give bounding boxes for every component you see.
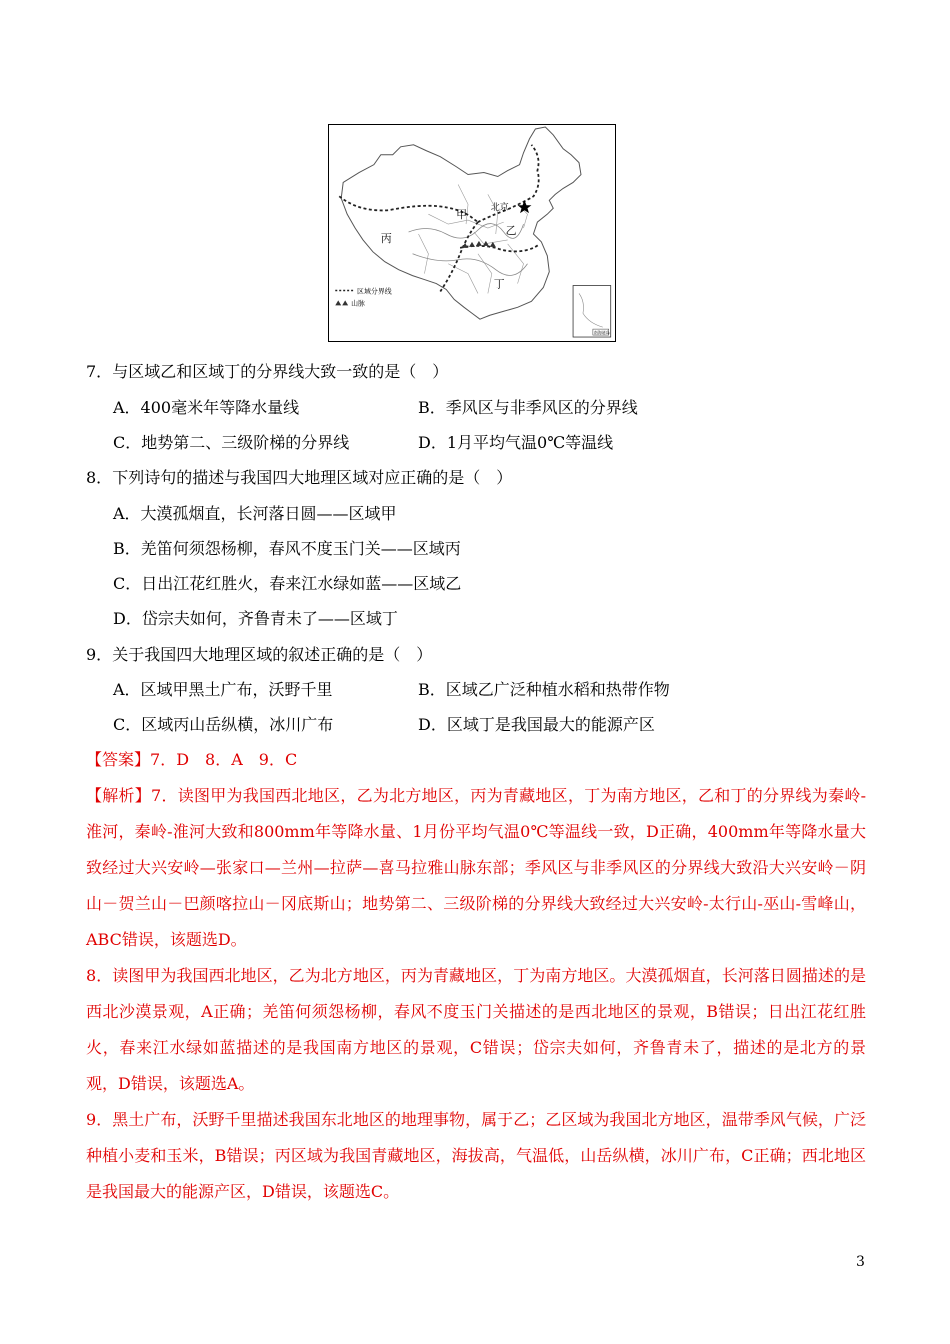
map-drawing — [329, 125, 615, 341]
q8-option-b: B．羌笛何须怨杨柳，春风不度玉门关——区域丙 — [113, 539, 461, 558]
legend-mountain-label: 山脉 — [351, 299, 365, 308]
answer-label: 【答案】 — [86, 750, 151, 769]
inset-note: 南海诸岛 — [593, 330, 610, 336]
q9-option-d: D．区域丁是我国最大的能源产区 — [418, 715, 655, 734]
question-text: 关于我国四大地理区域的叙述正确的是（ ） — [112, 645, 433, 664]
question-text: 与区域乙和区域丁的分界线大致一致的是（ ） — [112, 362, 449, 381]
analysis-paragraph-9: 9．黑土广布，沃野千里描述我国东北地区的地理事物，属于乙；乙区域为我国北方地区，温带季风气候，广泛种植小麦和玉米，B错误；丙区域为我国青藏地区，海拔高，气温低，山岳纵横，冰川广布，C正确；西北地区是我国最大的能源产区，D错误，该题选C。 — [86, 1110, 866, 1201]
label-ding: 丁 — [493, 277, 505, 291]
china-region-map — [328, 124, 616, 342]
q9-option-b: B．区域乙广泛种植水稻和热带作物 — [418, 680, 670, 699]
label-beijing: 北京 — [490, 203, 509, 214]
answer-text: 7．D 8．A 9．C — [150, 750, 298, 769]
q8-option-d: D．岱宗夫如何，齐鲁青未了——区域丁 — [113, 609, 398, 628]
mountain-symbols — [462, 241, 496, 248]
label-yi: 乙 — [505, 223, 517, 237]
province-lines — [418, 184, 527, 293]
question-number: 7． — [86, 362, 113, 381]
q8-option-a: A．大漠孤烟直，长河落日圆——区域甲 — [113, 504, 397, 523]
q7-option-b: B．季风区与非季风区的分界线 — [418, 398, 638, 417]
question-9-stem — [86, 645, 432, 665]
question-7-stem — [86, 362, 448, 382]
q9-option-a: A．区域甲黑土广布，沃野千里 — [113, 680, 333, 699]
analysis-block — [86, 778, 866, 1210]
question-8-stem — [86, 468, 512, 488]
answer-line — [86, 750, 297, 770]
analysis-label: 【解析】 — [86, 786, 152, 805]
label-jia: 甲 — [456, 208, 468, 222]
page-number: 3 — [856, 1254, 865, 1270]
legend-boundary-label: 区域分界线 — [357, 287, 392, 296]
label-bing: 丙 — [380, 231, 392, 245]
analysis-paragraph-8: 8．读图甲为我国西北地区，乙为北方地区，丙为青藏地区，丁为南方地区。大漠孤烟直，长河落日圆描述的是西北沙漠景观，A正确；羌笛何须怨杨柳，春风不度玉门关描述的是西北地区的景观，B错误；日出江花红胜火，春来江水绿如蓝描述的是我国南方地区的景观，C错误；岱宗夫如何，齐鲁青未了，描述的是北方的景观，D错误，该题选A。 — [86, 966, 866, 1093]
question-text: 下列诗句的描述与我国四大地理区域对应正确的是（ ） — [112, 468, 513, 487]
analysis-paragraph-7 — [86, 778, 866, 958]
question-number: 8． — [86, 468, 113, 487]
q7-option-c: C．地势第二、三级阶梯的分界线 — [113, 433, 350, 452]
legend-mountain-swatch — [335, 300, 348, 305]
q8-option-c: C．日出江花红胜火，春来江水绿如蓝——区域乙 — [113, 574, 462, 593]
q7-option-a: A．400毫米年等降水量线 — [113, 398, 300, 417]
q7-option-d: D．1月平均气温0℃等温线 — [418, 433, 614, 452]
inset-coast — [579, 293, 603, 327]
analysis-text-7: 7．读图甲为我国西北地区，乙为北方地区，丙为青藏地区，丁为南方地区，乙和丁的分界线为秦岭-淮河，秦岭-淮河大致和800mm年等降水量、1月份平均气温0℃等温线一致，D正确，400mm年等降水量大致经过大兴安岭—张家口—兰州—拉萨—喜马拉雅山脉东部；季风区与非季风区的分界线大致沿大兴安岭－阴山－贺兰山－巴颜喀拉山－冈底斯山；地势第二、三级阶梯的分界线大致经过大兴安岭-太行山-巫山-雪峰山，ABC错误，该题选D。 — [86, 786, 866, 949]
q9-option-c: C．区域丙山岳纵横，冰川广布 — [113, 715, 334, 734]
question-number: 9． — [86, 645, 113, 664]
